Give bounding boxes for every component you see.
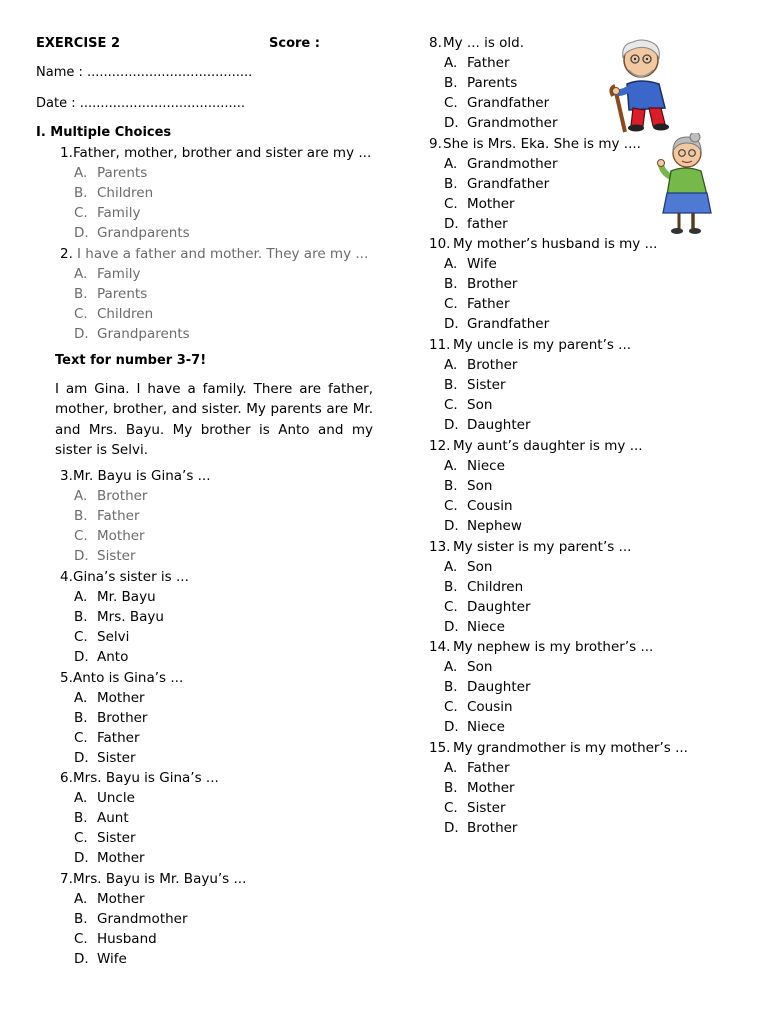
option-text: Sister: [467, 377, 506, 394]
grandfather-icon: [603, 36, 677, 134]
answer-option: [74, 528, 145, 544]
question-12: [429, 438, 643, 454]
option-letter: D.: [74, 850, 89, 867]
answer-option: [74, 790, 135, 806]
option-text: Mother: [97, 891, 145, 908]
answer-option: [444, 719, 505, 735]
option-letter: D.: [444, 417, 459, 434]
date-line: Date : ........................................: [36, 96, 246, 111]
question-text: My aunt’s daughter is my ...: [453, 438, 643, 454]
question-text: My nephew is my brother’s ...: [453, 639, 654, 655]
option-text: Brother: [97, 710, 148, 727]
answer-option: [74, 286, 147, 302]
question-number: 2.: [60, 246, 73, 262]
name-line: Name : ........................................: [36, 65, 253, 80]
option-letter: D.: [444, 619, 459, 636]
option-letter: C.: [444, 699, 458, 716]
option-letter: A.: [74, 165, 88, 182]
question-text: Mrs. Bayu is Gina’s ...: [73, 770, 219, 786]
question-number: 15.: [429, 740, 451, 756]
option-text: Mother: [97, 528, 145, 545]
answer-option: [444, 156, 558, 172]
question-text: She is Mrs. Eka. She is my ....: [443, 136, 641, 152]
option-letter: C.: [74, 629, 88, 646]
question-5: [60, 670, 183, 686]
answer-option: [444, 599, 531, 615]
text-block-title: Text for number 3-7!: [55, 353, 207, 368]
answer-option: [444, 196, 515, 212]
question-text: Mr. Bayu is Gina’s ...: [73, 468, 211, 484]
question-text: My ... is old.: [443, 35, 525, 51]
option-text: Daughter: [467, 599, 531, 616]
answer-option: [444, 478, 492, 494]
question-1: [60, 145, 371, 161]
answer-option: [74, 205, 140, 221]
option-letter: B.: [74, 810, 88, 827]
grandmother-icon: [655, 133, 717, 237]
question-text: My grandmother is my mother’s ...: [453, 740, 688, 756]
option-text: Brother: [467, 820, 518, 837]
answer-option: [74, 690, 145, 706]
option-letter: A.: [74, 790, 88, 807]
option-text: Family: [97, 205, 141, 222]
option-text: Children: [97, 185, 154, 202]
option-text: Uncle: [97, 790, 135, 807]
option-text: Daughter: [467, 679, 531, 696]
section-title: I. Multiple Choices: [36, 125, 172, 140]
option-letter: A.: [74, 690, 88, 707]
option-text: Father: [97, 730, 140, 747]
answer-option: [444, 760, 510, 776]
option-letter: C.: [444, 95, 458, 112]
option-text: Father: [467, 760, 510, 777]
answer-option: [74, 730, 140, 746]
option-letter: B.: [74, 710, 88, 727]
option-text: Selvi: [97, 629, 130, 646]
option-letter: C.: [444, 498, 458, 515]
answer-option: [444, 699, 513, 715]
answer-option: [444, 579, 523, 595]
option-letter: B.: [444, 276, 458, 293]
option-letter: B.: [74, 185, 88, 202]
option-letter: C.: [444, 800, 458, 817]
question-number: 8.: [429, 35, 442, 51]
question-text: Mrs. Bayu is Mr. Bayu’s ...: [73, 871, 247, 887]
answer-option: [74, 750, 136, 766]
option-letter: B.: [74, 286, 88, 303]
option-text: Parents: [97, 165, 148, 182]
option-letter: C.: [444, 296, 458, 313]
option-text: Husband: [97, 931, 157, 948]
option-text: Grandmother: [467, 115, 558, 132]
option-letter: D.: [74, 649, 89, 666]
option-letter: A.: [444, 760, 458, 777]
answer-option: [444, 820, 517, 836]
option-text: Mrs. Bayu: [97, 609, 164, 626]
answer-option: [74, 911, 188, 927]
option-text: Sister: [97, 548, 136, 565]
option-letter: B.: [444, 75, 458, 92]
answer-option: [444, 276, 517, 292]
option-text: Son: [467, 478, 493, 495]
option-letter: B.: [444, 176, 458, 193]
question-text: I have a father and mother. They are my ...: [77, 246, 369, 262]
answer-option: [444, 619, 505, 635]
option-text: Sister: [97, 750, 136, 767]
answer-option: [444, 95, 549, 111]
answer-option: [74, 589, 156, 605]
option-text: Grandmother: [467, 156, 558, 173]
option-text: Wife: [97, 951, 127, 968]
answer-option: [74, 165, 147, 181]
option-text: Grandfather: [467, 316, 550, 333]
option-text: Son: [467, 397, 493, 414]
option-letter: A.: [74, 488, 88, 505]
answer-option: [74, 710, 147, 726]
question-text: My uncle is my parent’s ...: [453, 337, 632, 353]
question-4: [60, 569, 189, 585]
option-letter: A.: [74, 891, 88, 908]
answer-option: [444, 55, 510, 71]
option-text: Father: [467, 296, 510, 313]
answer-option: [444, 800, 506, 816]
answer-option: [444, 316, 549, 332]
option-letter: D.: [444, 719, 459, 736]
option-text: Niece: [467, 719, 505, 736]
option-text: Sister: [97, 830, 136, 847]
option-text: Grandfather: [467, 176, 550, 193]
option-text: Son: [467, 559, 493, 576]
question-text: Father, mother, brother and sister are my ...: [73, 145, 372, 161]
option-letter: B.: [74, 911, 88, 928]
answer-option: [74, 951, 127, 967]
option-text: Parents: [97, 286, 148, 303]
answer-option: [444, 397, 492, 413]
option-letter: C.: [74, 730, 88, 747]
answer-option: [74, 266, 140, 282]
question-11: [429, 337, 631, 353]
answer-option: [74, 508, 140, 524]
answer-option: [444, 377, 506, 393]
option-letter: B.: [444, 679, 458, 696]
option-letter: D.: [74, 225, 89, 242]
question-9: [429, 136, 641, 152]
option-text: Mother: [467, 780, 515, 797]
option-letter: A.: [74, 266, 88, 283]
answer-option: [444, 518, 522, 534]
answer-option: [74, 225, 190, 241]
option-letter: A.: [444, 458, 458, 475]
answer-option: [444, 458, 505, 474]
option-letter: C.: [74, 306, 88, 323]
option-letter: B.: [444, 478, 458, 495]
option-letter: A.: [444, 559, 458, 576]
question-number: 4.: [60, 569, 73, 585]
answer-option: [444, 256, 497, 272]
answer-option: [444, 679, 531, 695]
question-14: [429, 639, 653, 655]
option-letter: D.: [444, 115, 459, 132]
option-letter: A.: [444, 659, 458, 676]
option-text: Parents: [467, 75, 518, 92]
option-letter: C.: [444, 196, 458, 213]
answer-option: [74, 810, 129, 826]
question-number: 5.: [60, 670, 73, 686]
answer-option: [74, 326, 190, 342]
option-letter: C.: [444, 397, 458, 414]
option-text: Mother: [97, 690, 145, 707]
option-text: Mr. Bayu: [97, 589, 156, 606]
answer-option: [444, 559, 492, 575]
question-number: 3.: [60, 468, 73, 484]
question-13: [429, 539, 631, 555]
question-text: Gina’s sister is ...: [73, 569, 189, 585]
option-text: Father: [467, 55, 510, 72]
answer-option: [74, 891, 145, 907]
option-letter: C.: [74, 528, 88, 545]
question-text: My mother’s husband is my ...: [453, 236, 658, 252]
option-letter: C.: [74, 205, 88, 222]
option-text: Anto: [97, 649, 129, 666]
option-letter: D.: [74, 326, 89, 343]
option-letter: A.: [444, 357, 458, 374]
answer-option: [444, 75, 517, 91]
question-6: [60, 770, 219, 786]
option-letter: D.: [74, 951, 89, 968]
answer-option: [74, 306, 153, 322]
option-text: Brother: [97, 488, 148, 505]
option-letter: A.: [444, 256, 458, 273]
answer-option: [444, 659, 492, 675]
option-letter: B.: [444, 780, 458, 797]
question-text: Anto is Gina’s ...: [73, 670, 184, 686]
answer-option: [444, 417, 531, 433]
question-number: 12.: [429, 438, 451, 454]
option-letter: D.: [444, 216, 459, 233]
question-10: [429, 236, 657, 252]
option-letter: D.: [74, 750, 89, 767]
question-text: My sister is my parent’s ...: [453, 539, 632, 555]
option-letter: C.: [74, 931, 88, 948]
answer-option: [74, 629, 129, 645]
option-text: Grandmother: [97, 911, 188, 928]
option-text: Mother: [467, 196, 515, 213]
option-text: Cousin: [467, 498, 513, 515]
answer-option: [74, 830, 136, 846]
exercise-title: EXERCISE 2: [36, 36, 120, 51]
option-letter: C.: [444, 599, 458, 616]
option-text: Niece: [467, 619, 505, 636]
option-letter: D.: [444, 518, 459, 535]
answer-option: [74, 488, 147, 504]
score-label: Score :: [269, 36, 320, 51]
answer-option: [444, 498, 513, 514]
question-number: 9.: [429, 136, 442, 152]
option-text: Grandparents: [97, 225, 190, 242]
answer-option: [74, 931, 157, 947]
option-letter: B.: [444, 579, 458, 596]
answer-option: [74, 185, 153, 201]
answer-option: [444, 115, 558, 131]
answer-option: [444, 216, 508, 232]
answer-option: [74, 609, 164, 625]
question-number: 1.: [60, 145, 73, 161]
question-number: 10.: [429, 236, 451, 252]
answer-option: [74, 649, 128, 665]
option-letter: B.: [444, 377, 458, 394]
option-text: Children: [97, 306, 154, 323]
option-text: Son: [467, 659, 493, 676]
answer-option: [444, 296, 510, 312]
option-letter: B.: [74, 508, 88, 525]
option-text: Sister: [467, 800, 506, 817]
option-text: Wife: [467, 256, 497, 273]
question-number: 7.: [60, 871, 73, 887]
text-block-paragraph: I am Gina. I have a family. There are father, mother, brother, and sister. My parents are Mr. and Mrs. Bayu. My brother is Anto and my sister is Selvi.: [55, 381, 373, 458]
question-15: [429, 740, 688, 756]
option-text: Mother: [97, 850, 145, 867]
option-letter: A.: [74, 589, 88, 606]
option-text: father: [467, 216, 508, 233]
question-number: 6.: [60, 770, 73, 786]
option-letter: A.: [444, 55, 458, 72]
option-text: Grandfather: [467, 95, 550, 112]
question-number: 13.: [429, 539, 451, 555]
option-text: Children: [467, 579, 524, 596]
question-number: 11.: [429, 337, 451, 353]
question-3: [60, 468, 211, 484]
answer-option: [74, 850, 145, 866]
option-text: Nephew: [467, 518, 522, 535]
question-number: 14.: [429, 639, 451, 655]
option-letter: C.: [74, 830, 88, 847]
option-text: Brother: [467, 357, 518, 374]
answer-option: [74, 548, 136, 564]
option-text: Father: [97, 508, 140, 525]
option-text: Aunt: [97, 810, 129, 827]
option-text: Niece: [467, 458, 505, 475]
answer-option: [444, 176, 549, 192]
option-text: Grandparents: [97, 326, 190, 343]
answer-option: [444, 780, 515, 796]
answer-option: [444, 357, 517, 373]
option-letter: A.: [444, 156, 458, 173]
option-letter: D.: [74, 548, 89, 565]
question-2: [60, 246, 368, 262]
option-text: Daughter: [467, 417, 531, 434]
question-8: [429, 35, 524, 51]
option-letter: D.: [444, 820, 459, 837]
question-7: [60, 871, 246, 887]
option-text: Family: [97, 266, 141, 283]
option-text: Cousin: [467, 699, 513, 716]
option-letter: D.: [444, 316, 459, 333]
option-text: Brother: [467, 276, 518, 293]
option-letter: B.: [74, 609, 88, 626]
